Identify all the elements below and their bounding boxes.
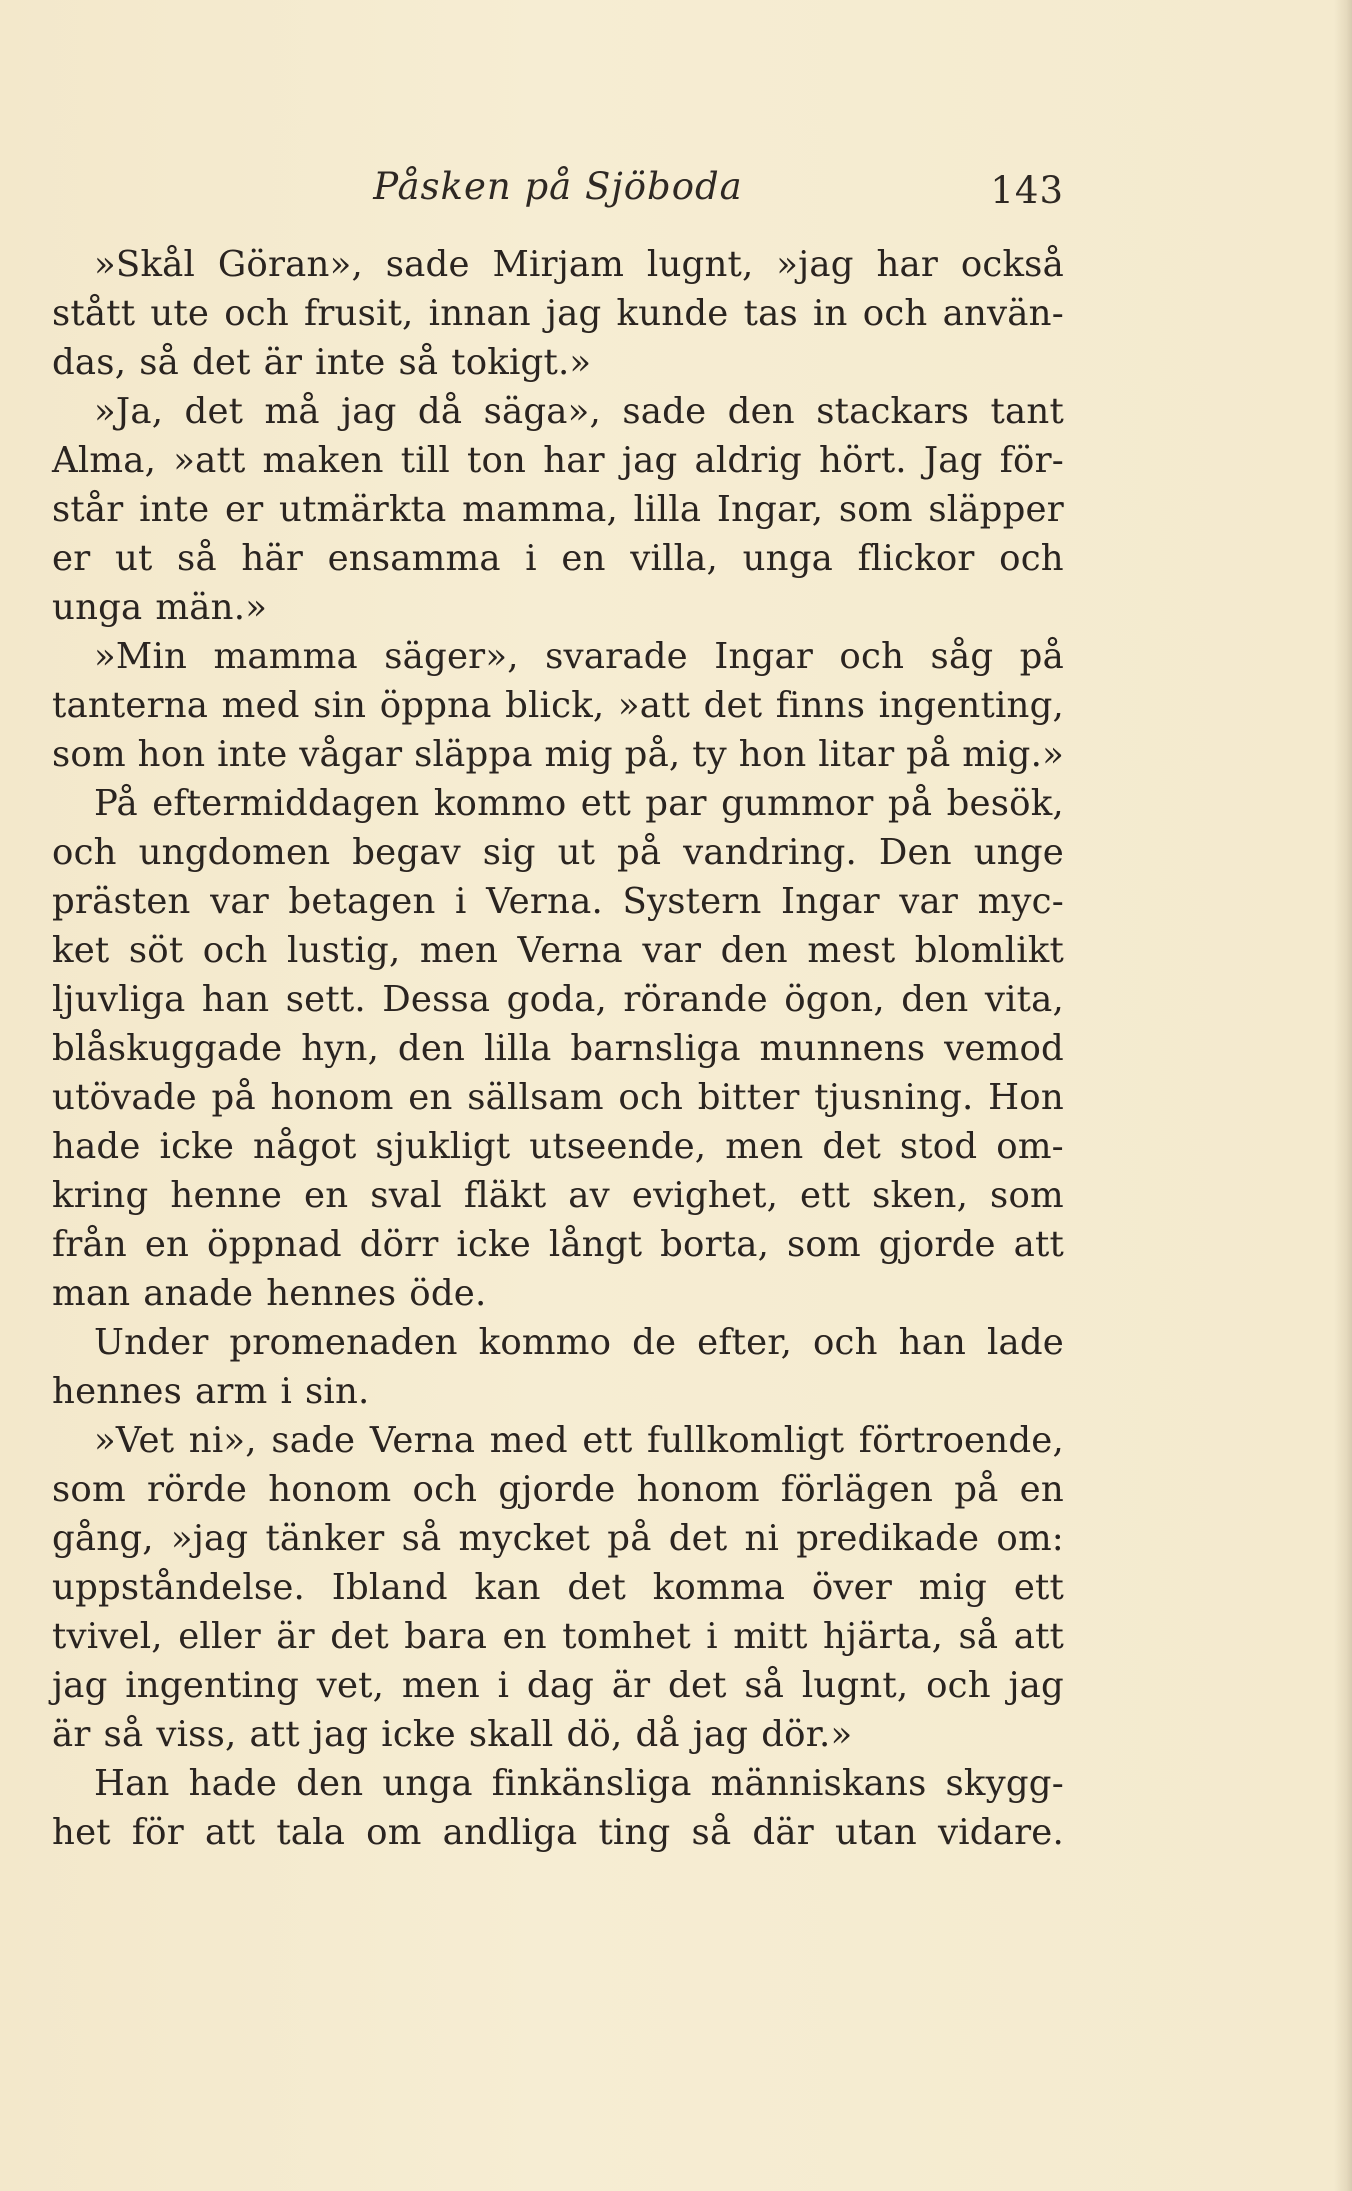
text-line: stått ute och frusit, innan jag kunde tas in och använ- bbox=[52, 293, 1064, 334]
text-line: das, så det är inte så tokigt.» bbox=[52, 342, 592, 383]
page-header bbox=[52, 165, 1064, 215]
text-line: het för att tala om andliga ting så där utan vidare. bbox=[52, 1812, 1064, 1853]
text-line: »Ja, det må jag då säga», sade den stackars tant bbox=[94, 391, 1064, 432]
text-line: står inte er utmärkta mamma, lilla Ingar, som släpper bbox=[52, 489, 1064, 530]
text-line: Alma, »att maken till ton har jag aldrig hört. Jag för- bbox=[52, 440, 1064, 481]
text-line: prästen var betagen i Verna. Systern Ingar var myc- bbox=[52, 881, 1064, 922]
text-line: ljuvliga han sett. Dessa goda, rörande ögon, den vita, bbox=[52, 979, 1064, 1020]
text-line: tvivel, eller är det bara en tomhet i mitt hjärta, så att bbox=[52, 1616, 1064, 1657]
text-line: som hon inte vågar släppa mig på, ty hon litar på mig.» bbox=[52, 734, 1064, 775]
text-line: unga män.» bbox=[52, 587, 268, 628]
text-line: utövade på honom en sällsam och bitter tjusning. Hon bbox=[52, 1077, 1064, 1118]
text-line: och ungdomen begav sig ut på vandring. Den unge bbox=[52, 832, 1064, 873]
text-line: är så viss, att jag icke skall dö, då jag dör.» bbox=[52, 1714, 853, 1755]
text-line: »Skål Göran», sade Mirjam lugnt, »jag har också bbox=[94, 244, 1064, 285]
text-line: blåskuggade hyn, den lilla barnsliga munnens vemod bbox=[52, 1028, 1064, 1069]
text-line: Under promenaden kommo de efter, och han lade bbox=[94, 1322, 1064, 1363]
text-line: Han hade den unga finkänsliga människans skygg- bbox=[94, 1763, 1064, 1804]
text-line: »Vet ni», sade Verna med ett fullkomligt förtroende, bbox=[94, 1420, 1064, 1461]
text-line: hennes arm i sin. bbox=[52, 1371, 370, 1412]
text-line: ket söt och lustig, men Verna var den mest blomlikt bbox=[52, 930, 1064, 971]
text-line: uppståndelse. Ibland kan det komma över mig ett bbox=[52, 1567, 1064, 1608]
text-line: som rörde honom och gjorde honom förlägen på en bbox=[52, 1469, 1064, 1510]
text-line: er ut så här ensamma i en villa, unga flickor och bbox=[52, 538, 1064, 579]
text-line: man anade hennes öde. bbox=[52, 1273, 487, 1314]
text-line: gång, »jag tänker så mycket på det ni predikade om: bbox=[52, 1518, 1064, 1559]
text-line: kring henne en sval fläkt av evighet, ett sken, som bbox=[52, 1175, 1064, 1216]
page-edge-shadow bbox=[1334, 0, 1352, 2191]
body-text bbox=[52, 240, 1064, 1857]
text-line: hade icke något sjukligt utseende, men det stod om- bbox=[52, 1126, 1064, 1167]
page-number: 143 bbox=[990, 169, 1064, 212]
running-title: Påsken på Sjöboda bbox=[373, 165, 743, 208]
text-line: från en öppnad dörr icke långt borta, som gjorde att bbox=[52, 1224, 1064, 1265]
text-line: tanterna med sin öppna blick, »att det finns ingenting, bbox=[52, 685, 1064, 726]
text-line: »Min mamma säger», svarade Ingar och såg på bbox=[94, 636, 1064, 677]
text-line: jag ingenting vet, men i dag är det så lugnt, och jag bbox=[52, 1665, 1064, 1706]
text-line: På eftermiddagen kommo ett par gummor på besök, bbox=[94, 783, 1064, 824]
